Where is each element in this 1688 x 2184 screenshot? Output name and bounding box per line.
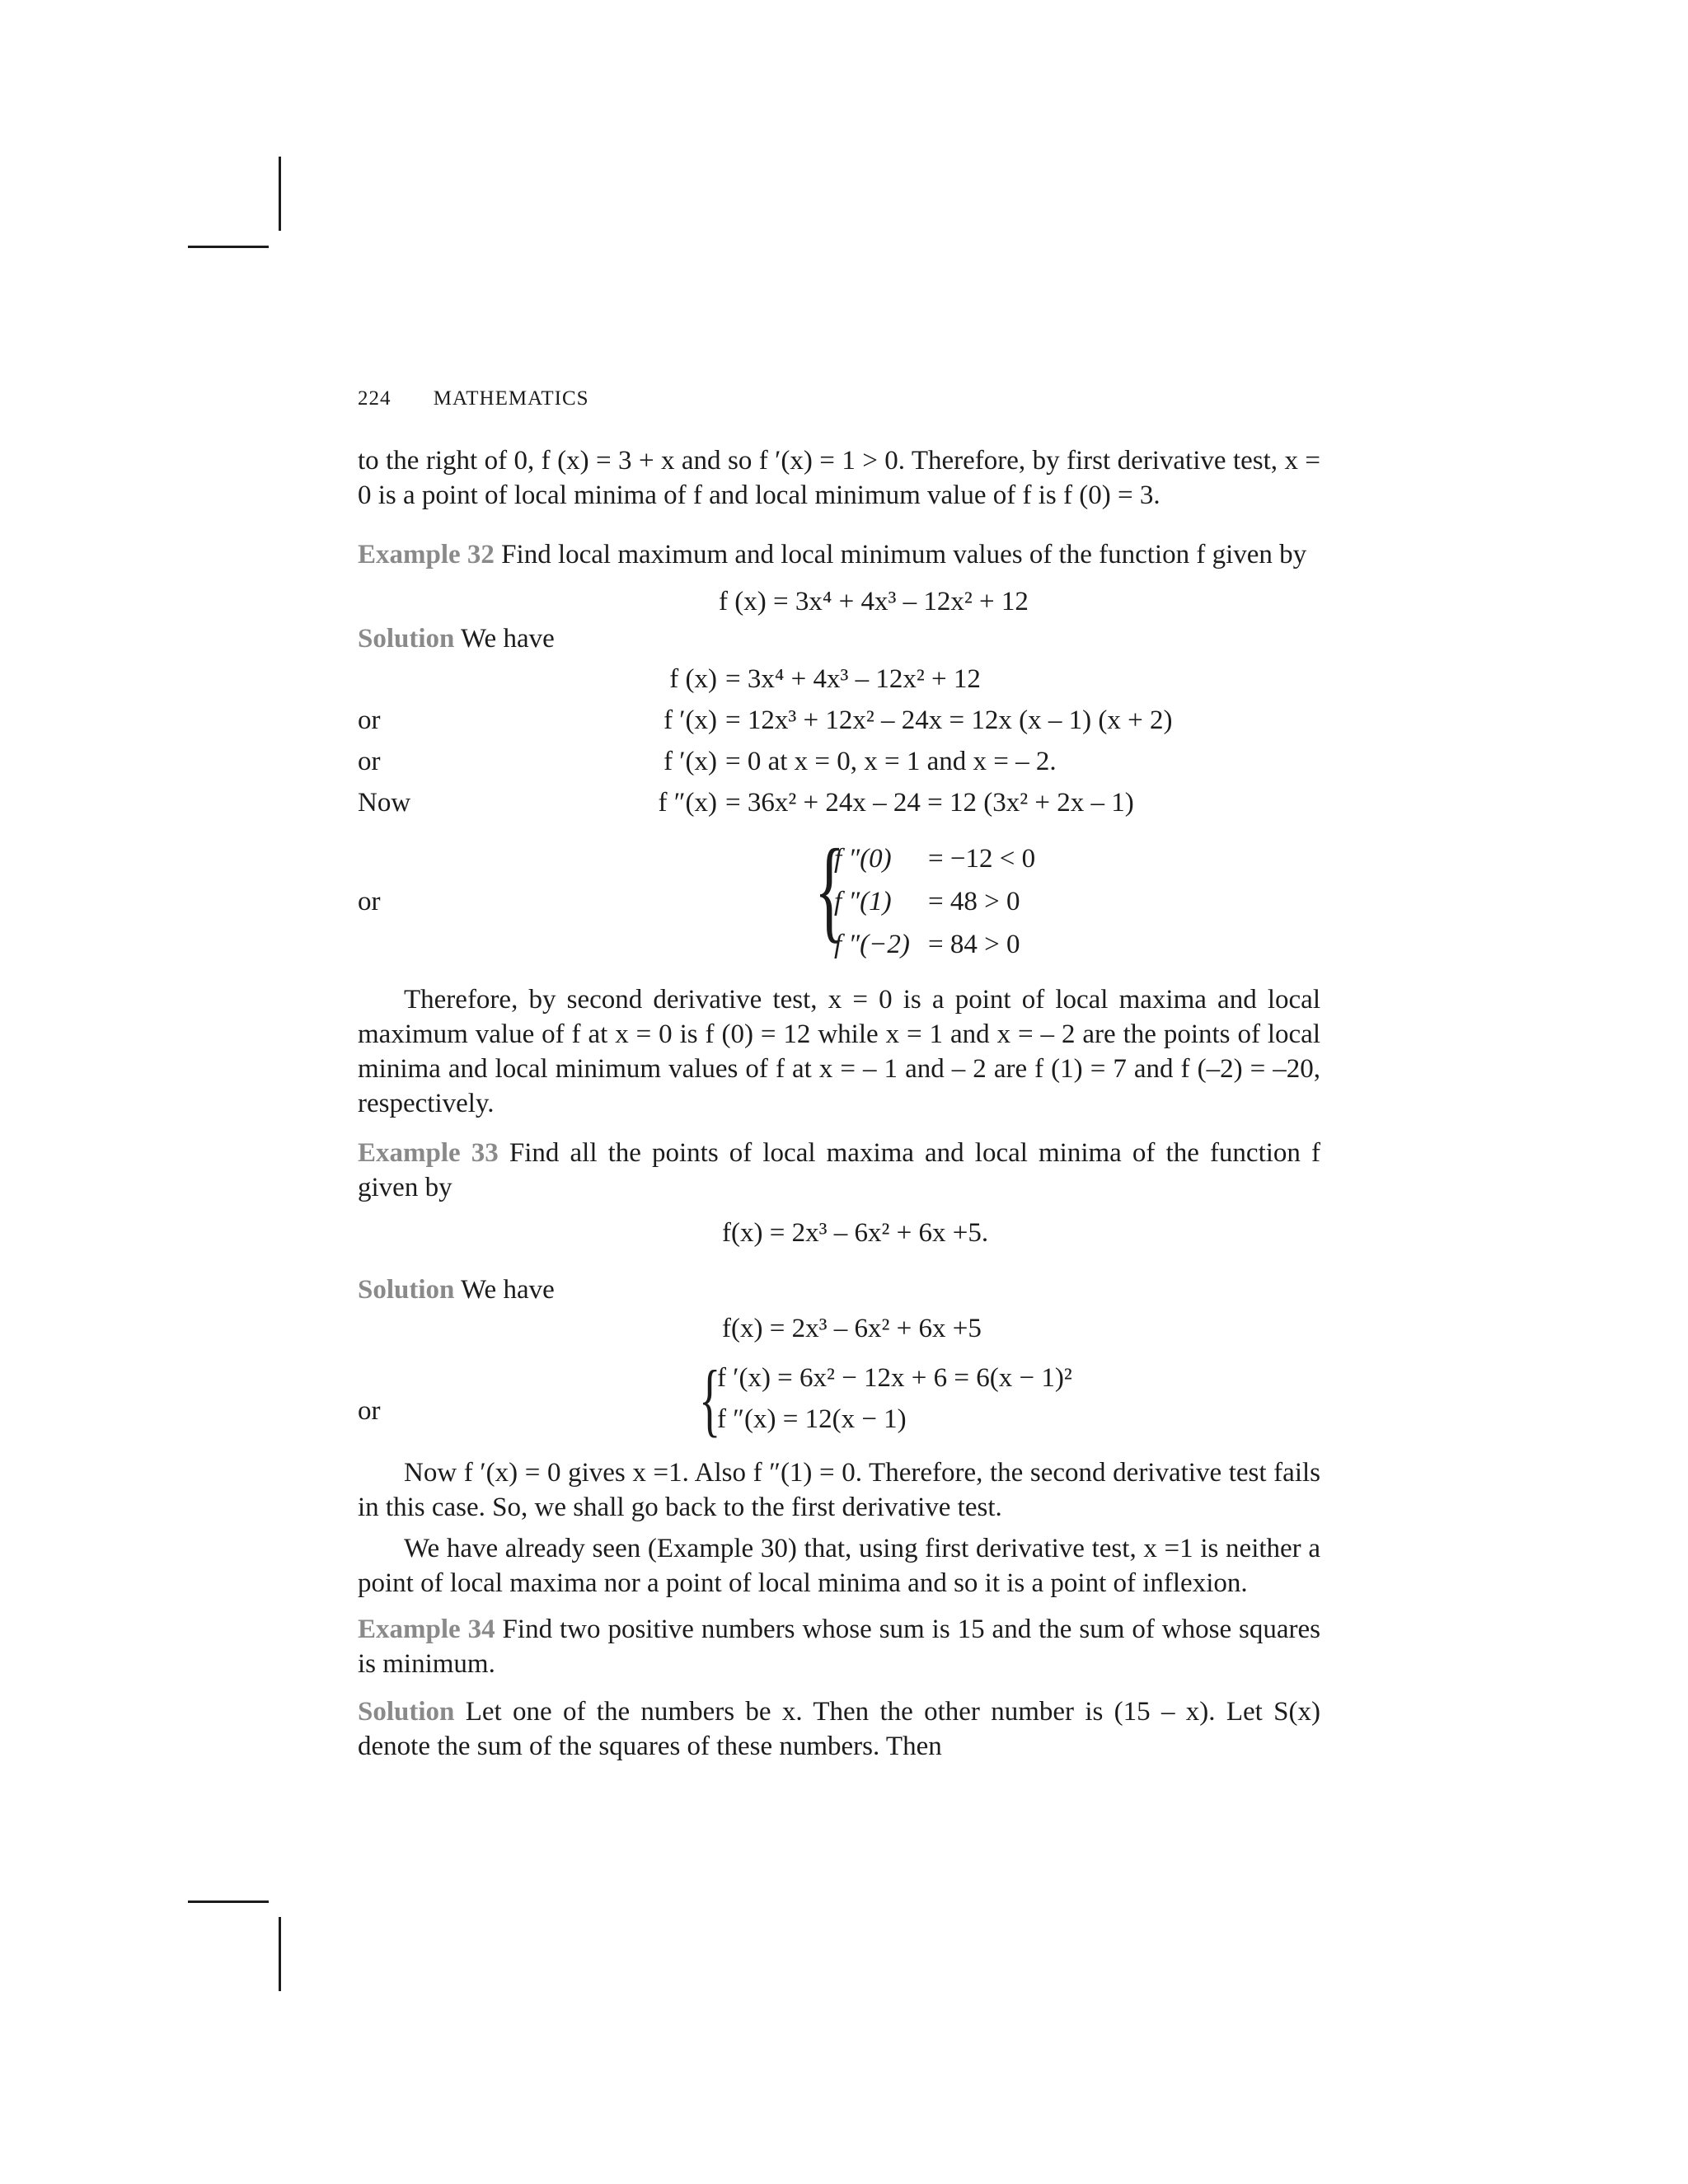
crop-mark-bottom-vertical	[279, 1917, 281, 1991]
example-label: Example 34	[358, 1615, 495, 1644]
case-line: f ″(x) = 12(x − 1)	[717, 1404, 907, 1434]
solution-32	[358, 621, 1320, 656]
example-33	[358, 1136, 1320, 1205]
eq-lhs: f (x)	[669, 664, 717, 694]
example-34	[358, 1612, 1320, 1681]
eq-rhs: = 12x³ + 12x² – 24x = 12x (x – 1) (x + 2)	[725, 705, 1173, 735]
eq-rhs: = 3x⁴ + 4x³ – 12x² + 12	[725, 664, 981, 694]
eq-lhs: f ′(x)	[663, 705, 717, 735]
case-lead: or	[358, 887, 381, 916]
paragraph-already: We have already seen (Example 30) that, using first derivative test, x =1 is neither a point of local maxima nor a point of local minima and so it is a point of inflexion.	[358, 1534, 1320, 1598]
case-rhs: = 48 > 0	[928, 887, 1020, 916]
paragraph-intro: to the right of 0, f (x) = 3 + x and so f ′(x) = 1 > 0. Therefore, by first derivative test, x = 0 is a point of local minima of f and local minimum value of f is f (0) = 3.	[358, 446, 1320, 510]
solution-label: Solution	[358, 624, 455, 654]
solution-label: Solution	[358, 1275, 455, 1305]
eq-lead: or	[358, 747, 381, 776]
left-brace: {	[699, 1353, 721, 1445]
example-32	[358, 537, 1320, 572]
running-header	[358, 387, 589, 410]
case-line: f ′(x) = 6x² − 12x + 6 = 6(x − 1)²	[717, 1363, 1072, 1393]
eq-rhs: = 0 at x = 0, x = 1 and x = – 2.	[725, 747, 1057, 776]
case-lhs: f ″(1)	[834, 887, 892, 916]
crop-mark-top-vertical	[279, 157, 281, 231]
eq-lhs: f ″(x)	[658, 788, 717, 818]
case-lead: or	[358, 1396, 381, 1426]
solution-text: We have	[461, 1275, 555, 1305]
page-number: 224	[358, 387, 392, 410]
header-title: MATHEMATICS	[433, 387, 589, 410]
solution-label: Solution	[358, 1697, 455, 1727]
equation-given: f(x) = 2x³ – 6x² + 6x +5.	[722, 1218, 989, 1248]
conclusion-32: Therefore, by second derivative test, x = 0 is a point of local maxima and local maximum value of f at x = 0 is f (0) = 12 while x = 1 and x = – 2 are the points of local minima and local minimum values of f at x = – 1 and – 2 are f (1) = 7 and f (–2) = –20, respectively.	[358, 985, 1320, 1118]
solution-34	[358, 1694, 1320, 1764]
example-label: Example 32	[358, 540, 495, 569]
paragraph-now: Now f ′(x) = 0 gives x =1. Also f ″(1) = 0. Therefore, the second derivative test fails in this case. So, we shall go back to the first derivative test.	[358, 1458, 1320, 1522]
example-text: Find local maximum and local minimum values of the function f given by	[501, 540, 1307, 569]
solution-text: Let one of the numbers be x. Then the other number is (15 – x). Let S(x) denote the sum of the squares of these numbers. Then	[358, 1697, 1320, 1761]
case-rhs: = −12 < 0	[928, 844, 1036, 874]
equation-line: f(x) = 2x³ – 6x² + 6x +5	[722, 1314, 982, 1343]
eq-lead: Now	[358, 788, 411, 818]
eq-lhs: f ′(x)	[663, 747, 717, 776]
case-lhs: f ″(0)	[834, 844, 892, 874]
crop-mark-bottom-horizontal	[188, 1900, 269, 1903]
case-lhs: f ″(−2)	[834, 930, 910, 959]
eq-lead: or	[358, 705, 381, 735]
eq-rhs: = 36x² + 24x – 24 = 12 (3x² + 2x – 1)	[725, 788, 1134, 818]
example-text: Find two positive numbers whose sum is 15 and the sum of whose squares is minimum.	[358, 1615, 1320, 1679]
crop-mark-top-horizontal	[188, 246, 269, 248]
case-rhs: = 84 > 0	[928, 930, 1020, 959]
solution-text: We have	[461, 624, 555, 654]
example-label: Example 33	[358, 1138, 499, 1168]
solution-33	[358, 1272, 1320, 1307]
example-text: Find all the points of local maxima and local minima of the function f given by	[358, 1138, 1321, 1202]
equation-given: f (x) = 3x⁴ + 4x³ – 12x² + 12	[719, 587, 1029, 616]
left-brace: {	[814, 826, 845, 954]
